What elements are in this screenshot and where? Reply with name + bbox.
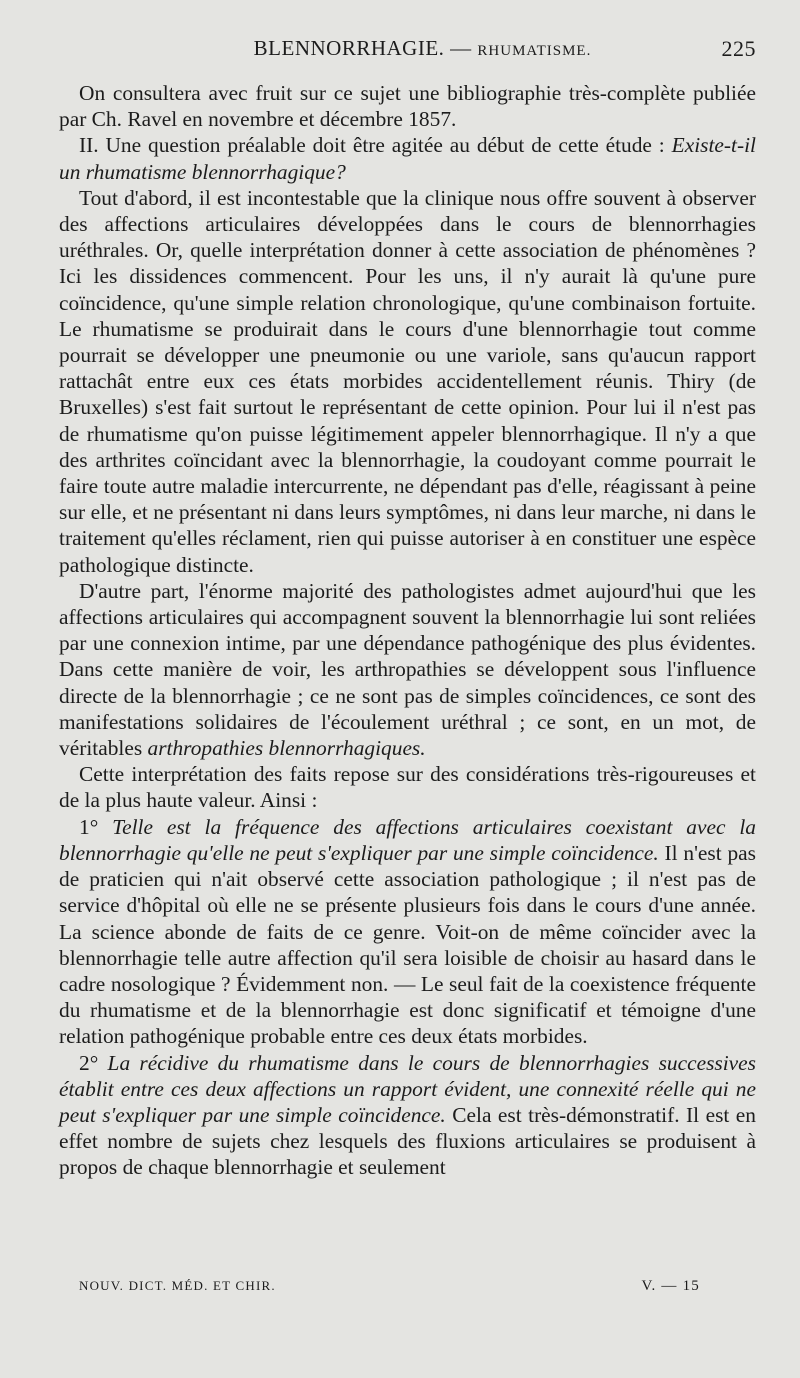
footer-signature: NOUV. DICT. MÉD. ET CHIR. (79, 1278, 276, 1293)
paragraph-1-text: On consultera avec fruit sur ce sujet une bibliographie très-complète publiée par Ch. Ravel en novembre et décembre 1857. (59, 81, 756, 132)
paragraph-7-text: Cela est très-démonstratif. Il est en effet nombre de sujets chez lesquels des fluxions articulaires se produisent à propos de chaque blennorrhagie et seulement (59, 1102, 756, 1180)
footer-volume: V. — 15 (641, 1278, 700, 1294)
paragraph-7-lead: 2° (79, 1050, 99, 1075)
paragraph-4-italic: arthropathies blennorrhagiques. (147, 736, 426, 761)
paragraph-3 (59, 185, 756, 578)
page-number: 225 (721, 36, 756, 61)
paragraph-4 (59, 578, 756, 761)
paragraph-6-italic: Telle est la fréquence des affections articulaires coexistant avec la blennorrhagie qu'elle ne peut s'expliquer par une simple coïncidence. (59, 814, 756, 865)
header-subtitle: RHUMATISME. (477, 43, 592, 59)
paragraph-3-text: Tout d'abord, il est incontestable que la clinique nous offre souvent à observer des affections articulaires développées dans le cours de blennorrhagies uréthrales. Or, quelle interprétation donner à cette association de phénomènes ? Ici les dissidences commencent. Pour les uns, il n'y aurait là qu'une pure coïncidence, qu'une simple relation chronologique, qu'une combinaison fortuite. Le rhumatisme se produirait dans le cours d'une blennorrhagie tout comme pourrait se développer une pneumonie ou une variole, sans qu'aucun rapport rattachât entre eux ces états morbides accidentellement réunis. Thiry (de Bruxelles) s'est fait surtout le représentant de cette opinion. Pour lui il n'est pas de rhumatisme qu'on puisse légitimement appeler blennorrhagique. Il n'y a que des arthrites coïncidant avec la blennorrhagie, la coudoyant comme pourrait le faire toute autre maladie intercurrente, ne dépendant pas d'elle, réagissant à peine sur elle, et ne présentant ni dans leurs symptômes, ni dans leur marche, ni dans le traitement qu'elles réclament, rien qui puisse autoriser à en constituer une espèce pathologique distincte. (59, 185, 756, 577)
paragraph-2 (59, 132, 756, 184)
header-title-main: BLENNORRHAGIE. — (253, 36, 472, 60)
paragraph-1 (59, 80, 756, 132)
paragraph-6-text: Il n'est pas de praticien qui n'ait observé cette association pathologique ; il n'est pas de service d'hôpital où elle ne se présente plusieurs fois dans le cours d'une année. La science abonde de faits de ce genre. Voit-on de même coïncider avec la blennorrhagie telle autre affection qu'il sera loisible de choisir au hasard dans le cadre nosologique ? Évidemment non. — Le seul fait de la coexistence fréquente du rhumatisme et de la blennorrhagie est donc significatif et témoigne d'une relation pathogénique probable entre ces deux états morbides. (59, 840, 756, 1049)
paragraph-5 (59, 761, 756, 813)
paragraph-2-italic: Existe-t-il un rhumatisme blennorrhagique? (59, 133, 756, 184)
paragraph-6-lead: 1° (79, 814, 99, 839)
paragraph-7 (59, 1050, 756, 1181)
paragraph-7-italic: La récidive du rhumatisme dans le cours de blennorrhagies successives établit entre ces deux affections un rapport évident, une connexité réelle qui ne peut s'expliquer par une simple coïncidence. (59, 1050, 756, 1127)
running-header (59, 36, 756, 72)
paragraph-4-text: D'autre part, l'énorme majorité des pathologistes admet aujourd'hui que les affections articulaires qui accompagnent souvent la blennorrhagie lui sont reliées par une connexion intime, par une dépendance pathogénique des plus évidentes. Dans cette manière de voir, les arthropathies se développent sous l'influence directe de la blennorrhagie ; ce ne sont pas de simples coïncidences, ce sont des manifestations solidaires de l'écoulement uréthral ; ce sont, en un mot, de véritables (59, 578, 756, 761)
body-text (59, 80, 756, 1181)
paragraph-2-lead: II. Une question préalable doit être agitée au début de cette étude : (79, 133, 665, 158)
header-title (59, 36, 756, 61)
paragraph-5-text: Cette interprétation des faits repose sur des considérations très-rigoureuses et de la plus haute valeur. Ainsi : (59, 762, 756, 813)
paragraph-6 (59, 814, 756, 1050)
